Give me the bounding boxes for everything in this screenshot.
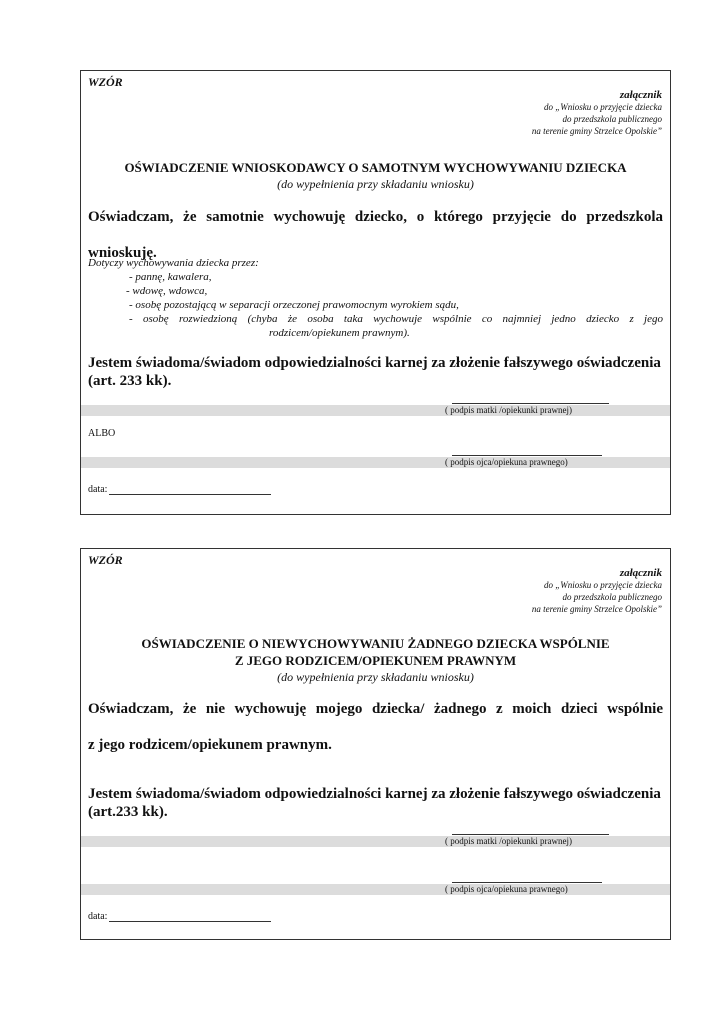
responsibility-text	[88, 354, 663, 390]
no-joint-child-declaration-form	[80, 548, 671, 940]
declaration-text	[88, 700, 663, 754]
single-parent-declaration-form	[80, 70, 671, 515]
date-field[interactable]	[109, 921, 271, 922]
option-item: - osobę pozostającą w separacji orzeczonej prawomocnym wyrokiem sądu,	[129, 299, 459, 311]
attachment-note	[532, 567, 662, 615]
mother-signature-line[interactable]	[452, 834, 609, 835]
concerns-label: Dotyczy wychowywania dziecka przez:	[88, 257, 259, 269]
declaration-line: Oświadczam, że samotnie wychowuję dziecko, o którego przyjęcie do przedszkola	[88, 209, 663, 225]
responsibility-line: Jestem świadoma/świadom odpowiedzialności karnej za złożenie fałszywego oświadczenia	[88, 355, 661, 371]
attachment-line: na terenie gminy Strzelce Opolskie”	[531, 604, 662, 614]
form-subtitle: (do wypełnienia przy składaniu wniosku)	[277, 670, 474, 684]
declaration-line: Oświadczam, że nie wychowuję mojego dziecka/ żadnego z moich dzieci wspólnie	[88, 701, 663, 717]
date-label: data:	[88, 484, 108, 495]
attachment-line: do przedszkola publicznego	[562, 114, 662, 124]
responsibility-line: (art.233 kk).	[88, 804, 168, 820]
attachment-line: na terenie gminy Strzelce Opolskie”	[531, 126, 662, 136]
form-title-line: Z JEGO RODZICEM/OPIEKUNEM PRAWNYM	[234, 653, 517, 668]
signature-band	[81, 884, 670, 895]
declaration-line: z jego rodzicem/opiekunem prawnym.	[88, 737, 332, 753]
form-subtitle: (do wypełnienia przy składaniu wniosku)	[277, 177, 474, 191]
signature-band	[81, 836, 670, 847]
form-title-line: OŚWIADCZENIE O NIEWYCHOWYWANIU ŻADNEGO DZIECKA WSPÓLNIE	[141, 636, 610, 651]
form-title: OŚWIADCZENIE WNIOSKODAWCY O SAMOTNYM WYCHOWYWANIU DZIECKA	[124, 160, 627, 175]
template-label: WZÓR	[88, 553, 123, 567]
attachment-title: załącznik	[619, 89, 662, 101]
responsibility-line: Jestem świadoma/świadom odpowiedzialności karnej za złożenie fałszywego oświadczenia	[88, 786, 661, 802]
mother-signature-line[interactable]	[452, 403, 609, 404]
option-item: - wdowę, wdowca,	[126, 285, 208, 297]
option-item: - pannę, kawalera,	[129, 271, 212, 283]
option-line: - osobę rozwiedzioną (chyba że osoba taka wychowuje wspólnie co najmniej jedno dziecko z jego	[129, 313, 663, 325]
mother-signature-caption: ( podpis matki /opiekunki prawnej)	[445, 405, 572, 415]
declaration-text	[88, 208, 663, 262]
option-item: rodzicem/opiekunem prawnym).	[269, 327, 410, 339]
signature-band	[81, 405, 670, 416]
father-signature-caption: ( podpis ojca/opiekuna prawnego)	[445, 884, 568, 894]
father-signature-caption: ( podpis ojca/opiekuna prawnego)	[445, 457, 568, 467]
father-signature-line[interactable]	[452, 455, 602, 456]
declaration-line: wnioskuję.	[88, 245, 157, 261]
date-field[interactable]	[109, 494, 271, 495]
mother-signature-caption: ( podpis matki /opiekunki prawnej)	[445, 836, 572, 846]
or-label: ALBO	[88, 428, 116, 439]
date-label: data:	[88, 911, 108, 922]
attachment-title: załącznik	[619, 567, 662, 579]
responsibility-line: (art. 233 kk).	[88, 373, 172, 389]
attachment-line: do „Wniosku o przyjęcie dziecka	[544, 580, 662, 590]
father-signature-line[interactable]	[452, 882, 602, 883]
responsibility-text	[88, 785, 663, 821]
attachment-line: do „Wniosku o przyjęcie dziecka	[544, 102, 662, 112]
template-label: WZÓR	[88, 75, 123, 89]
form-title	[81, 635, 670, 669]
attachment-note	[532, 89, 662, 137]
attachment-line: do przedszkola publicznego	[562, 592, 662, 602]
signature-band	[81, 457, 670, 468]
